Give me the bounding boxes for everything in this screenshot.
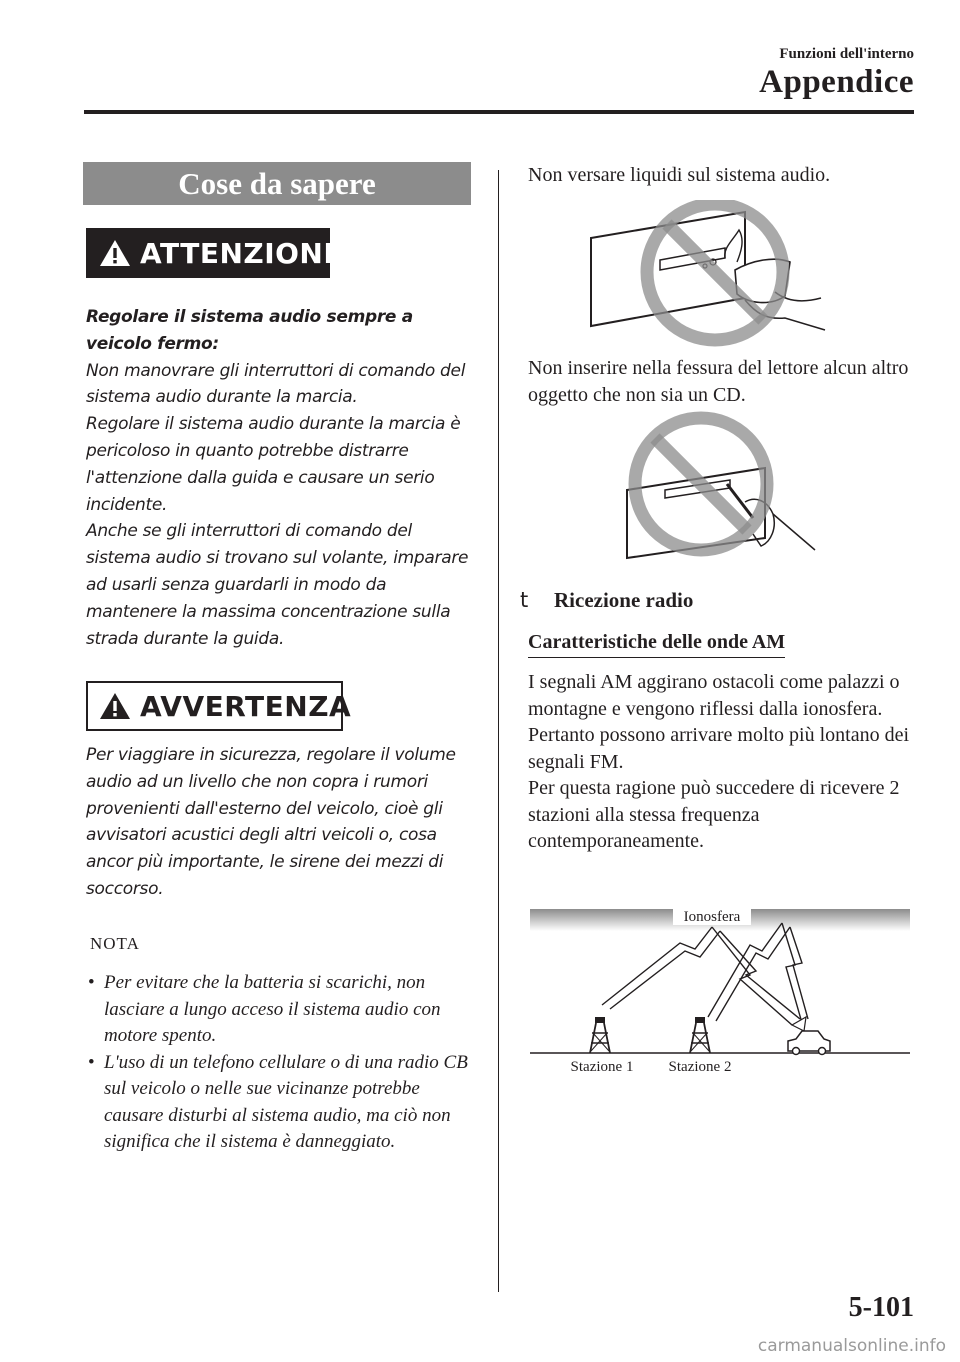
column-divider: [498, 170, 499, 1292]
no-objects-illustration: [615, 410, 825, 560]
avvertenza-body: [86, 742, 476, 903]
attenzione-heading: Regolare il sistema audio sempre a veicolo fermo:: [86, 307, 413, 354]
nota-text: Per evitare che la batteria si scarichi, non lasciare a lungo acceso il sistema audio con motore spento.: [104, 972, 441, 1046]
nota-list: [88, 970, 468, 1156]
nota-label: NOTA: [90, 934, 140, 953]
no-objects-text: Non inserire nella fessura del lettore alcun altro oggetto che non sia un CD.: [528, 357, 909, 406]
ionosphere-label: Ionosfera: [683, 909, 741, 925]
warning-triangle-icon: [98, 691, 132, 721]
subsection-label: Ricezione radio: [554, 588, 694, 612]
warning-triangle-icon: [98, 238, 132, 268]
am-paragraph: I segnali AM aggirano ostacoli come palazzi o montagne e vengono riflessi dalla ionosfera.: [528, 671, 900, 720]
tower-icon: [590, 1017, 610, 1053]
attenzione-paragraph: Non manovrare gli interruttori di comando del sistema audio durante la marcia.: [86, 360, 466, 408]
subsection-title: [520, 588, 693, 613]
watermark: carmanualsonline.info: [757, 1336, 946, 1356]
am-description: [528, 669, 918, 855]
section-banner: Cose da sapere: [83, 162, 471, 205]
tower-icon: [690, 1017, 710, 1053]
avvertenza-tag: [86, 681, 352, 731]
no-liquids-text: Non versare liquidi sul sistema audio.: [528, 164, 831, 186]
station1-label: Stazione 1: [570, 1059, 634, 1075]
am-heading: Caratteristiche delle onde AM: [528, 631, 785, 658]
attenzione-label: ATTENZIONE: [140, 236, 343, 270]
avvertenza-text: Per viaggiare in sicurezza, regolare il volume audio ad un livello che non copra i rumori provenienti dall'esterno del veicolo, cioè gli avvisatori acustici degli altri veicoli o, cosa ancor più importante, le sirene dei mezzi di soccorso.: [86, 745, 456, 899]
am-paragraph: Pertanto possono arrivare molto più lontano dei segnali FM.: [528, 724, 910, 773]
attenzione-paragraph: Regolare il sistema audio durante la marcia è pericoloso in quanto potrebbe distrarre l'attenzione dalla guida e causare un serio incidente.: [86, 414, 461, 515]
am-propagation-diagram: [530, 905, 912, 1080]
section-header: Funzioni dell'interno: [779, 46, 914, 62]
bullet: •: [88, 1051, 95, 1073]
no-liquids-illustration: [585, 200, 845, 350]
attenzione-paragraph: Anche se gli interruttori di comando del sistema audio si trovano sul volante, imparare ad usarli senza guardarli in modo da mantenere la massima concentrazione sulla strada durante la guida.: [86, 521, 469, 649]
nota-text: L'uso di un telefono cellulare o di una radio CB sul veicolo o nelle sue vicinanze potrebbe causare disturbi al sistema audio, ma ciò non significa che il sistema è danneggiato.: [104, 1051, 468, 1152]
chapter-title: Appendice: [759, 64, 914, 100]
subsection-marker: t: [520, 588, 529, 612]
attenzione-body: [86, 304, 476, 652]
attenzione-tag: [86, 228, 343, 278]
station2-label: Stazione 2: [668, 1059, 732, 1075]
am-paragraph: Per questa ragione può succedere di ricevere 2 stazioni alla stessa frequenza contemporaneamente.: [528, 777, 900, 852]
page-number: 5-101: [848, 1292, 914, 1323]
header-rule: [84, 110, 914, 114]
list-item: [88, 970, 468, 1050]
car-icon: [788, 1031, 830, 1055]
list-item: [88, 1050, 468, 1156]
bullet: •: [88, 972, 95, 993]
avvertenza-label: AVVERTENZA: [140, 689, 352, 723]
